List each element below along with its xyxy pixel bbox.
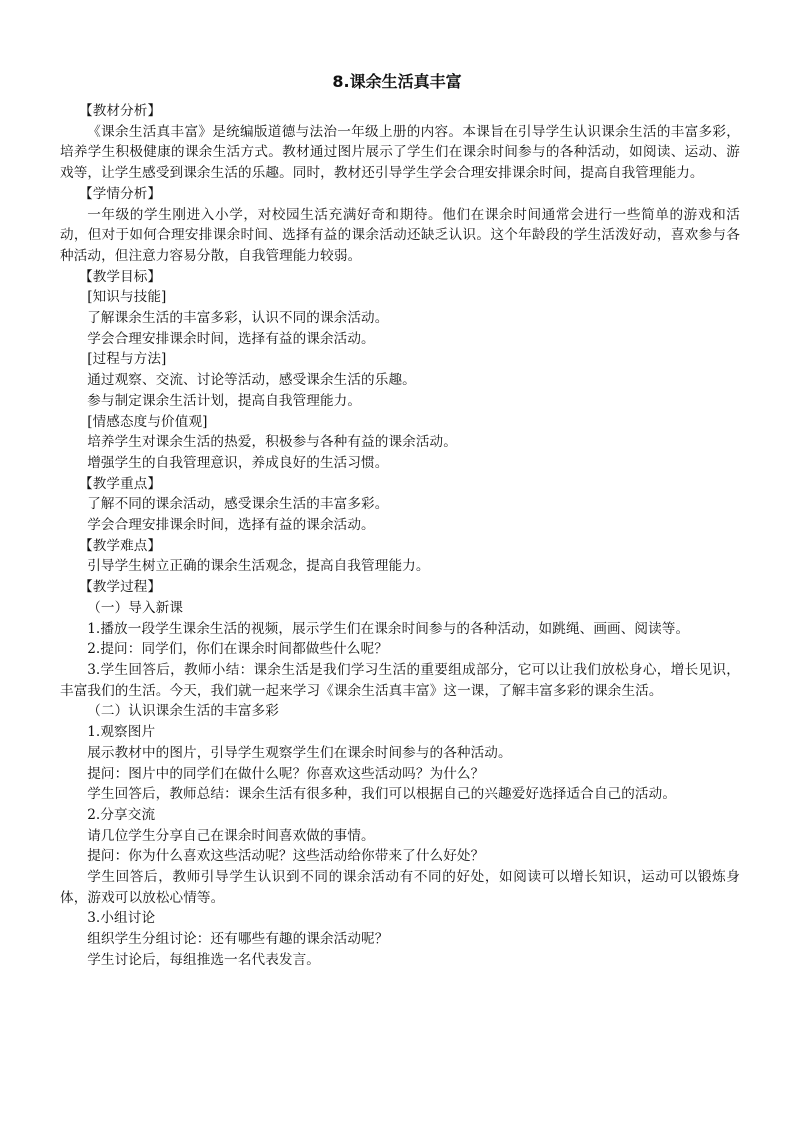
teaching-process-heading: 【教学过程】 [79, 579, 162, 596]
key-point-line: 了解不同的课余活动，感受课余生活的丰富多彩。 [87, 496, 389, 513]
goal-line: 学会合理安排课余时间，选择有益的课余活动。 [87, 330, 375, 347]
textbook-analysis-heading: 【教材分析】 [79, 103, 162, 119]
part2-paragraph: 学生回答后，教师总结：课余生活有很多种，我们可以根据自己的兴趣爱好选择适合自己的活动。 [87, 786, 677, 803]
part2-paragraph: 展示教材中的图片，引导学生观察学生们在课余时间参与的各种活动。 [87, 744, 512, 761]
page-title: 8.课余生活真丰富 [332, 72, 462, 91]
attitude-values-label: [情感态度与价值观] [87, 413, 208, 430]
teaching-goals-heading: 【教学目标】 [79, 268, 162, 285]
key-point-line: 学会合理安排课余时间，选择有益的课余活动。 [87, 517, 375, 534]
difficulties-heading: 【教学难点】 [79, 537, 162, 554]
goal-line: 增强学生的自我管理意识，养成良好的生活习惯。 [87, 454, 389, 471]
textbook-analysis-paragraph: 《课余生活真丰富》是统编版道德与法治一年级上册的内容。本课旨在引导学生认识课余生活的丰富多彩，培养学生积极健康的课余生活方式。教材通过图片展示了学生们在课余时间参与的各种活动，如阅读、运动、游戏等，让学生感受到课余生活的乐趣。同时，教材还引导学生学会合理安排课余时间，提高自我管理能力。 [60, 123, 740, 182]
share-exchange-subheading: 2.分享交流 [87, 806, 156, 823]
knowledge-skills-label: [知识与技能] [87, 289, 167, 306]
part2-paragraph: 学生回答后，教师引导学生认识到不同的课余活动有不同的好处，如阅读可以增长知识，运动可以锻炼身体，游戏可以放松心情等。 [60, 869, 740, 906]
observe-pictures-subheading: 1.观察图片 [87, 724, 156, 741]
part2-paragraph: 请几位学生分享自己在课余时间喜欢做的事情。 [87, 827, 375, 844]
group-discussion-subheading: 3.小组讨论 [87, 910, 156, 927]
part2-paragraph: 组织学生分组讨论：还有哪些有趣的课余活动呢？ [87, 931, 389, 948]
part1-paragraph: 3.学生回答后，教师小结：课余生活是我们学习生活的重要组成部分，它可以让我们放松身心，增长见识，丰富我们的生活。今天，我们就一起来学习《课余生活真丰富》这一课，了解丰富多彩的课余生活。 [60, 661, 740, 699]
part2-paragraph: 提问：你为什么喜欢这些活动呢？这些活动给你带来了什么好处？ [87, 848, 485, 865]
goal-line: 通过观察、交流、讨论等活动，感受课余生活的乐趣。 [87, 372, 416, 389]
goal-line: 了解课余生活的丰富多彩，认识不同的课余活动。 [87, 310, 389, 327]
part2-heading: （二）认识课余生活的丰富多彩 [87, 703, 279, 720]
part1-paragraph: 2.提问：同学们，你们在课余时间都做些什么呢？ [87, 641, 388, 658]
part2-paragraph: 学生讨论后，每组推选一名代表发言。 [87, 951, 320, 968]
goal-line: 参与制定课余生活计划，提高自我管理能力。 [87, 392, 362, 409]
process-methods-label: [过程与方法] [87, 351, 167, 368]
part2-paragraph: 提问：图片中的同学们在做什么呢？你喜欢这些活动吗？为什么？ [87, 765, 485, 782]
difficulties-line: 引导学生树立正确的课余生活观念，提高自我管理能力。 [87, 558, 430, 575]
learner-analysis-heading: 【学情分析】 [79, 185, 162, 202]
part1-paragraph: 1.播放一段学生课余生活的视频，展示学生们在课余时间参与的各种活动，如跳绳、画画、阅读等。 [87, 620, 690, 637]
goal-line: 培养学生对课余生活的热爱，积极参与各种有益的课余活动。 [87, 434, 457, 451]
learner-analysis-paragraph: 一年级的学生刚进入小学，对校园生活充满好奇和期待。他们在课余时间通常会进行一些简单的游戏和活动，但对于如何合理安排课余时间、选择有益的课余活动还缺乏认识。这个年龄段的学生活泼好动，喜欢参与各种活动，但注意力容易分散，自我管理能力较弱。 [60, 206, 740, 264]
key-points-heading: 【教学重点】 [79, 475, 162, 492]
part1-heading: （一）导入新课 [87, 599, 184, 616]
document-body [60, 101, 740, 971]
